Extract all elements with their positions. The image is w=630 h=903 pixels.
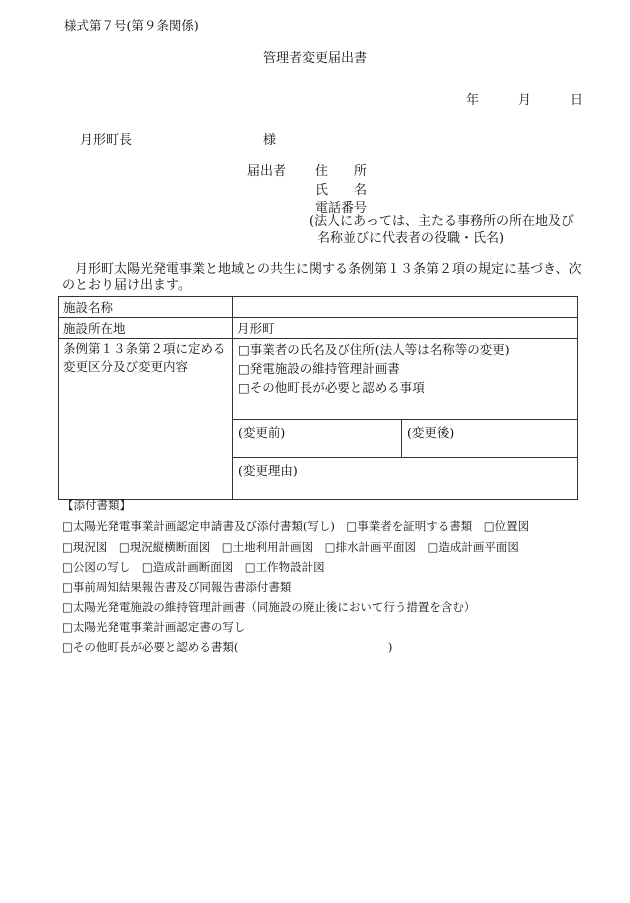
change-reason-field[interactable]: (変更理由) — [238, 463, 298, 478]
facility-name-label: 施設名称 — [59, 297, 233, 318]
attachment-line-3[interactable]: □公図の写し □造成計画断面図 □工作物設計図 — [62, 560, 325, 574]
notifier-phone-label: 電話番号 — [315, 201, 368, 216]
attachment-line-2[interactable]: □現況図 □現況縦横断面図 □土地利用計画図 □排水計画平面図 □造成計画平面図 — [62, 540, 519, 554]
attachment-line-5[interactable]: □太陽光発電施設の維持管理計画書（同施設の廃止後において行う措置を含む） — [62, 600, 476, 614]
option-other[interactable]: □その他町長が必要と認める事項 — [238, 380, 425, 395]
change-options — [233, 339, 577, 420]
notification-table — [58, 296, 578, 500]
notifier-label: 届出者 — [247, 164, 287, 179]
change-category-label: 条例第１３条第２項に定める変更区分及び変更内容 — [59, 339, 233, 500]
honorific: 様 — [263, 133, 277, 148]
facility-name-value[interactable] — [233, 297, 578, 318]
attachment-line-4[interactable]: □事前周知結果報告書及び同報告書添付書類 — [62, 580, 292, 594]
date-day: 日 — [570, 93, 584, 108]
attachment-line-1[interactable]: □太陽光発電事業計画認定申請書及び添付書類(写し) □事業者を証明する書類 □位置図 — [62, 519, 530, 533]
form-number: 様式第７号(第９条関係) — [64, 18, 199, 33]
option-maintenance-plan[interactable]: □発電施設の維持管理計画書 — [238, 361, 400, 376]
attachments-title: 【添付書類】 — [62, 498, 131, 512]
before-after-row — [233, 420, 577, 458]
addressee: 月形町長 — [80, 133, 133, 148]
body-text: 月形町太陽光発電事業と地域との共生に関する条例第１３条第２項の規定に基づき、次のとおり届け出ます。 — [62, 262, 582, 293]
after-change-field[interactable]: (変更後) — [407, 425, 455, 440]
before-change-field[interactable]: (変更前) — [233, 420, 402, 457]
notifier-address-label: 住 所 — [315, 164, 368, 179]
facility-location-value[interactable]: 月形町 — [233, 318, 578, 339]
date-month: 月 — [518, 93, 532, 108]
notifier-note-line1: (法人にあっては、主たる事務所の所在地及び — [309, 214, 574, 229]
notifier-name-label: 氏 名 — [315, 183, 368, 198]
date-year: 年 — [466, 93, 480, 108]
option-operator-change[interactable]: □事業者の氏名及び住所(法人等は名称等の変更) — [238, 342, 510, 357]
facility-location-label: 施設所在地 — [59, 318, 233, 339]
notifier-note-line2: 名称並びに代表者の役職・氏名) — [317, 231, 505, 246]
document-title: 管理者変更届出書 — [262, 51, 367, 66]
attachment-line-7[interactable]: □その他町長が必要と認める書類( ) — [62, 640, 393, 654]
attachment-line-6[interactable]: □太陽光発電事業計画認定書の写し — [62, 620, 246, 634]
change-content-cell — [233, 339, 578, 500]
